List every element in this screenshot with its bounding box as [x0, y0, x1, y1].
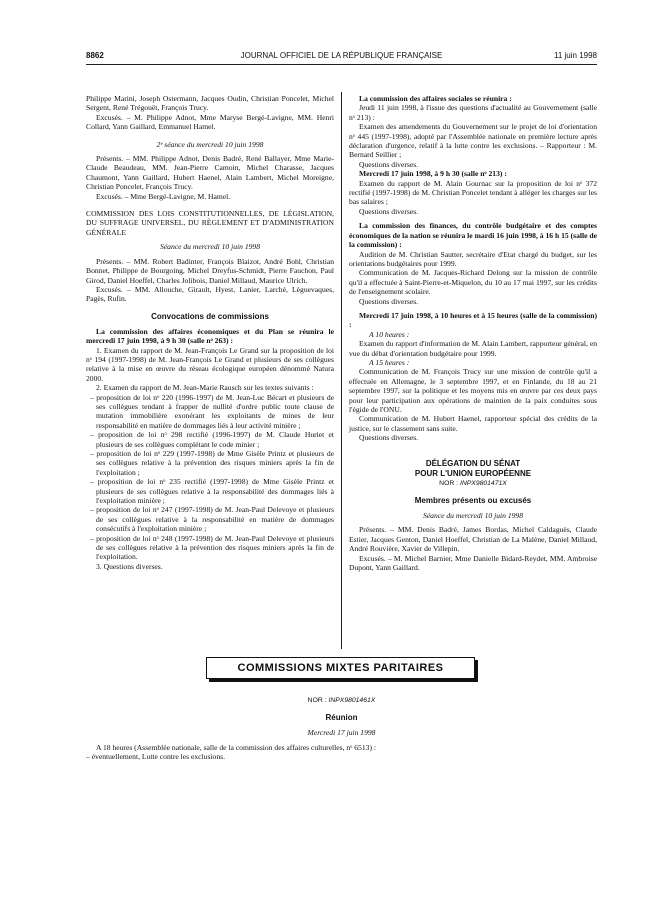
page-header — [86, 51, 597, 63]
presents-paragraph: Présents. – MM. Philippe Adnot, Denis Badré, René Ballayer, Mme Marie-Claude Beaudeau, MM. Jean-Pierre Camoin, Michel Charasse, Jacques Chaumont, Yann Gaillard, Hubert Haenel, Alain Lambert, Michel Moreigne, Christian Poncelet, François Trucy. — [86, 154, 334, 192]
membres-heading: Membres présents ou excusés — [414, 496, 532, 506]
delegation-title: DÉLÉGATION DU SÉNAT — [425, 458, 521, 468]
reunion-date: Mercredi 17 juin 1998 — [307, 728, 376, 738]
time-label: A 10 heures : — [369, 329, 410, 339]
commission-title: COMMISSION DES LOIS CONSTITUTIONNELLES, DE LÉGISLATION, DU SUFFRAGE UNIVERSEL, DU RÈGLEMENT ET D'ADMINISTRATION GÉNÉRALE — [86, 209, 334, 237]
session-line: Jeudi 11 juin 1998, à l'issue des questions d'actualité au Gouvernement (salle nᵒ 213) : — [349, 103, 597, 122]
journal-title: JOURNAL OFFICIEL DE LA RÉPUBLIQUE FRANÇAISE — [240, 51, 443, 60]
seance-title: 2ᵉ séance du mercredi 10 juin 1998 — [156, 139, 264, 149]
agenda-item: 2. Examen du rapport de M. Jean-Marie Rausch sur les textes suivants : — [96, 383, 314, 393]
presents-paragraph: Présents. – MM. Robert Badinter, François Blaizot, André Bohl, Christian Bonnet, Philippe de Bourgoing, Michel Dreyfus-Schmidt, Pierre Fauchon, Paul Girod, Daniel Hoeffel, Charles Jolibois, Daniel Millaud, Maurice Ulrich. — [86, 256, 334, 285]
nor-label: NOR : — [307, 697, 329, 704]
session-line: Mercredi 17 juin 1998, à 10 heures et à 15 heures (salle de la commission) : — [349, 310, 597, 330]
excuses-paragraph: Excusés. – MM. Allouche, Girault, Hyest, Lanier, Larché, Lèguevaques, Pagès, Rufin. — [86, 284, 334, 304]
agenda-item: A 18 heures (Assemblée nationale, salle de la commission des affaires culturelles, nᵒ 6513) : — [96, 742, 376, 752]
list-item: – proposition de loi nᵒ 220 (1996-1997) de M. Jean-Luc Bécart et plusieurs de ses collègues tendant à frapper de nullité d'ordre public toute clause de mutation immobilière exonérant les exploitants de mines de leur responsabilité en matière de dommages liés à leur activité minière ; — [90, 392, 334, 430]
header-rule — [86, 64, 597, 65]
cmp-title-box: COMMISSIONS MIXTES PARITAIRES — [206, 657, 475, 679]
excuses-paragraph: Excusés. – Mme Bergé-Lavigne, M. Hamel. — [96, 191, 231, 201]
commission-lead: La commission des affaires sociales se réunira : — [359, 94, 512, 103]
agenda-item: 3. Questions diverses. — [96, 561, 163, 571]
list-item: – proposition de loi nᵒ 248 (1997-1998) de M. Jean-Paul Delevoye et plusieurs de ses collègues relative à la prévention des risques miniers après la fin de l'exploitation. — [90, 533, 334, 562]
convocations-heading: Convocations de commissions — [151, 311, 269, 321]
list-item: – proposition de loi nᵒ 229 (1997-1998) de Mme Gisèle Printz et plusieurs de ses collègues relative à la prévention des risques miniers après la fin de l'exploitation ; — [90, 449, 334, 477]
agenda-item: 1. Examen du rapport de M. Jean-François Le Grand sur la proposition de loi nᵒ 194 (1997-1998) de M. Jean-François Le Grand et plusieurs de ses collègues relative à la mise en œuvre du réseau écologique européen dénommé Natura 2000. — [86, 345, 334, 383]
reunion-heading: Réunion — [325, 713, 358, 723]
presents-paragraph: Présents. – MM. Denis Badré, James Bordas, Michel Caldaguès, Claude Estier, Jacques Genton, Daniel Hoeffel, Christian de La Malène, Daniel Millaud, André Rouvière, Xavier de Villepin. — [349, 525, 597, 554]
nor-reference — [86, 696, 597, 705]
agenda-item: Communication de M. Jacques-Richard Delong sur la mission de contrôle qu'il a effectuée à Saint-Pierre-et-Miquelon, du 10 au 17 mai 1997, sur les crédits de l'enseignement scolaire. — [349, 268, 597, 297]
nor-label: NOR : — [439, 479, 460, 487]
page-number: 8862 — [86, 51, 104, 60]
right-column — [349, 94, 597, 572]
agenda-item: Examen des amendements du Gouvernement sur le projet de loi d'orientation nᵒ 445 (1997-1998), adopté par l'Assemblée nationale en première lecture après déclaration d'urgence, relatif à la lutte contre les exclusions. – Rapporteur : M. Bernard Seillier ; — [349, 122, 597, 160]
list-item: – proposition de loi nᵒ 298 rectifié (1996-1997) de M. Claude Huriet et plusieurs de ses collègues complétant le code minier ; — [90, 430, 334, 449]
commission-lead: La commission des finances, du contrôle budgétaire et des comptes économiques de la nation se réunira le mardi 16 juin 1998, à 16 h 15 (salle de la commission) : — [349, 221, 597, 250]
questions-diverses: Questions diverses. — [359, 296, 419, 306]
commission-lead-text: La commission des affaires économiques et du Plan se réunira le mercredi 17 juin 1998, à 9 h 30 (salle nᵒ 263) : — [86, 326, 334, 346]
agenda-item: Examen du rapport de M. Alain Gournac sur la proposition de loi nᵒ 372 rectifié (1997-1998) de M. Christian Poncelet tendant à alléger les charges sur les bas salaires ; — [349, 178, 597, 207]
agenda-item: Communication de M. François Trucy sur une mission de contrôle qu'il a effectuée en Allemagne, le 3 septembre 1997, et en Finlande, du 18 au 21 septembre 1997, sur la politique et les moyens mis en œuvre par ces deux pays pour leur participation aux opérations de maintien de la paix conduites sous l'égide de l'ONU. — [349, 367, 597, 414]
delegation-title: POUR L'UNION EUROPÉENNE — [414, 468, 532, 478]
agenda-item: Communication de M. Hubert Haenel, rapporteur spécial des crédits de la justice, sur le classement sans suite. — [349, 414, 597, 433]
nor-code: INPX9801461X — [328, 697, 376, 704]
commission-lead — [86, 327, 334, 346]
excuses-paragraph: Excusés. – M. Michel Barnier, Mme Danielle Bidard-Reydet, MM. Ambroise Dupont, Yann Gaillard. — [349, 553, 597, 573]
time-label: A 15 heures : — [369, 357, 410, 367]
nor-code: INPX9801471X — [459, 479, 507, 487]
issue-date: 11 juin 1998 — [554, 51, 597, 60]
cmp-section — [86, 696, 597, 762]
list-item: – proposition de loi nᵒ 235 rectifié (1997-1998) de Mme Gisèle Printz et plusieurs de ses collègues relative à la responsabilité des dommages liés à l'exploitation minière ; — [90, 477, 334, 506]
questions-diverses: Questions diverses. — [359, 159, 419, 169]
column-divider — [341, 92, 342, 649]
members-list: Philippe Marini, Joseph Ostermann, Jacques Oudin, Christian Poncelet, Michel Sergent, René Trégouët, François Trucy. — [86, 94, 334, 113]
agenda-item: – éventuellement, Lutte contre les exclusions. — [86, 752, 225, 762]
nor-reference — [349, 479, 597, 488]
seance-title: Séance du mercredi 10 juin 1998 — [159, 242, 261, 252]
excuses-paragraph: Excusés. – M. Philippe Adnot, Mme Maryse Bergé-Lavigne, MM. Henri Collard, Yann Gaillard, Emmanuel Hamel. — [86, 112, 334, 132]
left-column — [86, 94, 334, 571]
seance-title: Séance du mercredi 10 juin 1998 — [422, 511, 524, 521]
list-item: – proposition de loi nᵒ 247 (1997-1998) de M. Jean-Paul Delevoye et plusieurs de ses collègues relative à la responsabilité en matière de dommages consécutifs à l'exploitation minière ; — [90, 505, 334, 534]
questions-diverses: Questions diverses. — [359, 433, 419, 443]
session-line: Mercredi 17 juin 1998, à 9 h 30 (salle nᵒ 213) : — [359, 169, 507, 179]
agenda-item: Audition de M. Christian Sautter, secrétaire d'Etat chargé du budget, sur les orientations budgétaires pour 1999. — [349, 249, 597, 268]
questions-diverses: Questions diverses. — [359, 206, 419, 216]
agenda-item: Examen du rapport d'information de M. Alain Lambert, rapporteur général, en vue du débat d'orientation budgétaire pour 1999. — [349, 339, 597, 358]
